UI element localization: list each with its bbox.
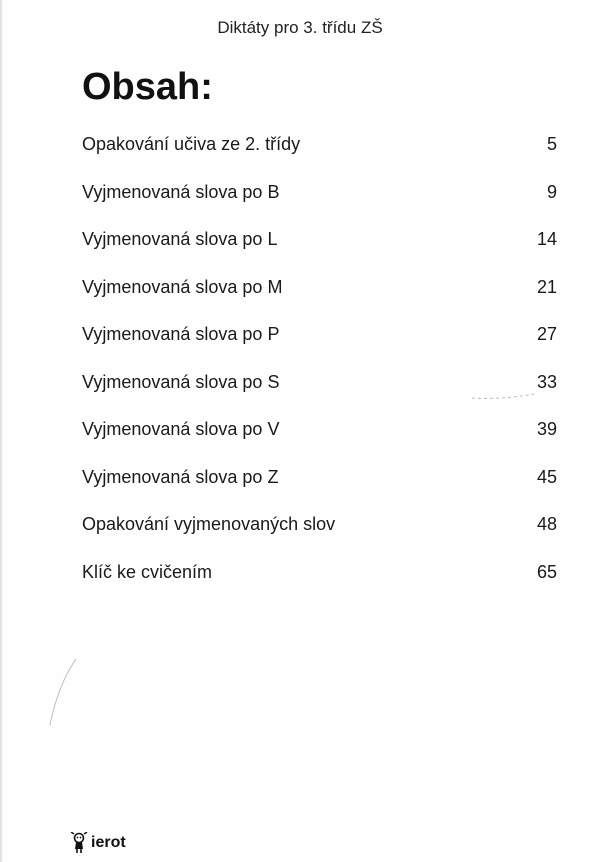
pencil-scribble-mark [44,655,84,745]
toc-entry-title: Vyjmenovaná slova po Z [82,466,279,487]
toc-entry-page: 21 [536,276,557,297]
toc-entry-page: 5 [546,134,557,154]
table-of-contents [82,128,557,603]
toc-entry [82,271,557,319]
toc-entry-page: 33 [536,371,557,392]
toc-entry [82,176,557,224]
toc-entry-title: Vyjmenovaná slova po M [82,276,283,297]
toc-entry-title: Vyjmenovaná slova po P [82,324,280,344]
toc-entry [82,318,557,366]
toc-entry-title: Vyjmenovaná slova po V [82,419,280,439]
toc-entry-page: 45 [536,466,557,487]
toc-entry-title: Opakování vyjmenovaných slov [82,514,336,534]
toc-entry-page: 48 [536,514,557,534]
stray-dash-mark [470,390,540,404]
toc-entry-title: Vyjmenovaná slova po S [82,371,280,392]
toc-entry-title: Klíč ke cvičením [82,561,213,582]
scan-edge [0,0,3,862]
publisher-name: ierot [91,834,126,851]
toc-entry-page: 39 [536,419,557,439]
toc-entry-page: 65 [536,561,557,582]
toc-entry [82,128,557,176]
book-title: Diktáty pro 3. třídu ZŠ [217,18,383,37]
toc-entry [82,556,557,604]
toc-entry [82,461,557,509]
toc-entry-title: Vyjmenovaná slova po L [82,229,278,249]
publisher-logo [70,832,126,854]
toc-heading: Obsah: [82,66,213,108]
pierot-logo-icon [70,832,90,854]
toc-entry [82,508,557,556]
toc-entry-page: 14 [536,229,557,249]
toc-entry-page: 27 [536,324,557,344]
toc-entry-title: Opakování učiva ze 2. třídy [82,134,301,154]
toc-entry-title: Vyjmenovaná slova po B [82,181,280,202]
toc-entry [82,223,557,271]
toc-entry-page: 9 [546,181,557,202]
toc-entry [82,413,557,461]
